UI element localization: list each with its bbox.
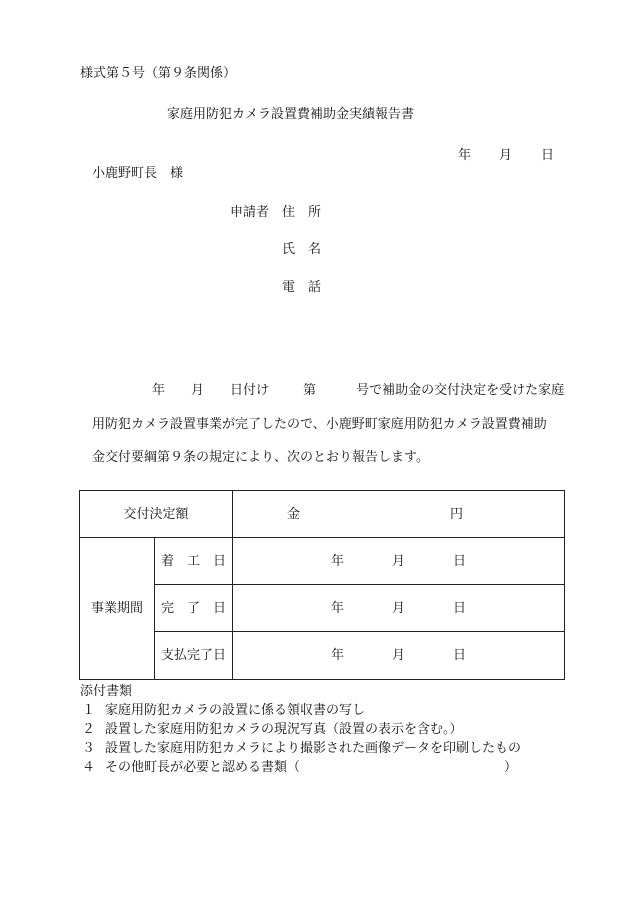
attachment-close-paren: ） [504, 760, 518, 775]
address-label: 住 所 [282, 205, 322, 220]
payment-date-value[interactable] [233, 632, 565, 680]
addressee: 小鹿野町長 様 [92, 166, 184, 181]
attachment-text: 家庭用防犯カメラの設置に係る領収書の写し [105, 703, 366, 718]
start-day: 日 [453, 553, 467, 569]
phone-label: 電 話 [282, 280, 322, 295]
body-month: 月 [191, 383, 205, 398]
body-line-3: 金交付要綱第９条の規定により、次のとおり報告します。 [92, 450, 429, 465]
complete-date-value[interactable] [233, 585, 565, 632]
body-line-2: 用防犯カメラ設置事業が完了したので、小鹿野町家庭用防犯カメラ設置費補助 [92, 417, 547, 432]
start-date-label: 着 工 日 [155, 538, 233, 585]
attachment-number: ３ [82, 741, 96, 756]
complete-date-label: 完 了 日 [155, 585, 233, 632]
start-year: 年 [330, 553, 344, 569]
body-day-dated: 日付け [230, 383, 270, 398]
complete-year: 年 [330, 600, 344, 616]
grant-amount-value[interactable] [233, 491, 565, 538]
attachment-item [82, 761, 517, 774]
payment-month: 月 [392, 648, 406, 663]
form-number: 様式第５号（第９条関係） [80, 66, 237, 81]
report-table [79, 490, 565, 680]
body-line-1-text: 号で補助金の交付決定を受けた家庭 [356, 383, 565, 398]
currency-suffix: 円 [450, 506, 464, 522]
attachment-number: ２ [82, 722, 96, 737]
date-year: 年 [458, 148, 472, 163]
attachment-text: 設置した家庭用防犯カメラにより撮影された画像データを印刷したもの [105, 741, 522, 756]
body-line-1 [92, 384, 564, 397]
start-date-value[interactable] [233, 538, 565, 585]
attachments-title: 添付書類 [80, 684, 133, 699]
attachment-number: １ [82, 703, 96, 718]
date-month: 月 [499, 148, 513, 163]
start-month: 月 [392, 553, 406, 569]
document-title: 家庭用防犯カメラ設置費補助金実績報告書 [167, 107, 415, 122]
attachment-number: ４ [82, 760, 96, 775]
attachment-text: その他町長が必要と認める書類（ [105, 760, 301, 775]
currency-prefix: 金 [287, 506, 301, 522]
attachment-text: 設置した家庭用防犯カメラの現況写真（設置の表示を含む。） [105, 722, 463, 737]
body-number-prefix: 第 [303, 383, 317, 398]
attachment-item [82, 704, 365, 717]
grant-amount-label: 交付決定額 [80, 491, 233, 538]
applicant-label: 申請者 [230, 205, 270, 220]
grant-row [80, 491, 565, 538]
period-row-start [80, 538, 565, 585]
attachment-item [82, 723, 463, 736]
payment-year: 年 [330, 648, 344, 663]
payment-day: 日 [453, 648, 467, 663]
name-label: 氏 名 [282, 242, 322, 257]
date-day: 日 [541, 148, 555, 163]
period-label: 事業期間 [80, 538, 155, 680]
body-year: 年 [152, 383, 166, 398]
payment-date-label: 支払完了日 [155, 632, 233, 680]
complete-day: 日 [453, 600, 467, 616]
attachment-item [82, 742, 521, 755]
complete-month: 月 [392, 600, 406, 616]
